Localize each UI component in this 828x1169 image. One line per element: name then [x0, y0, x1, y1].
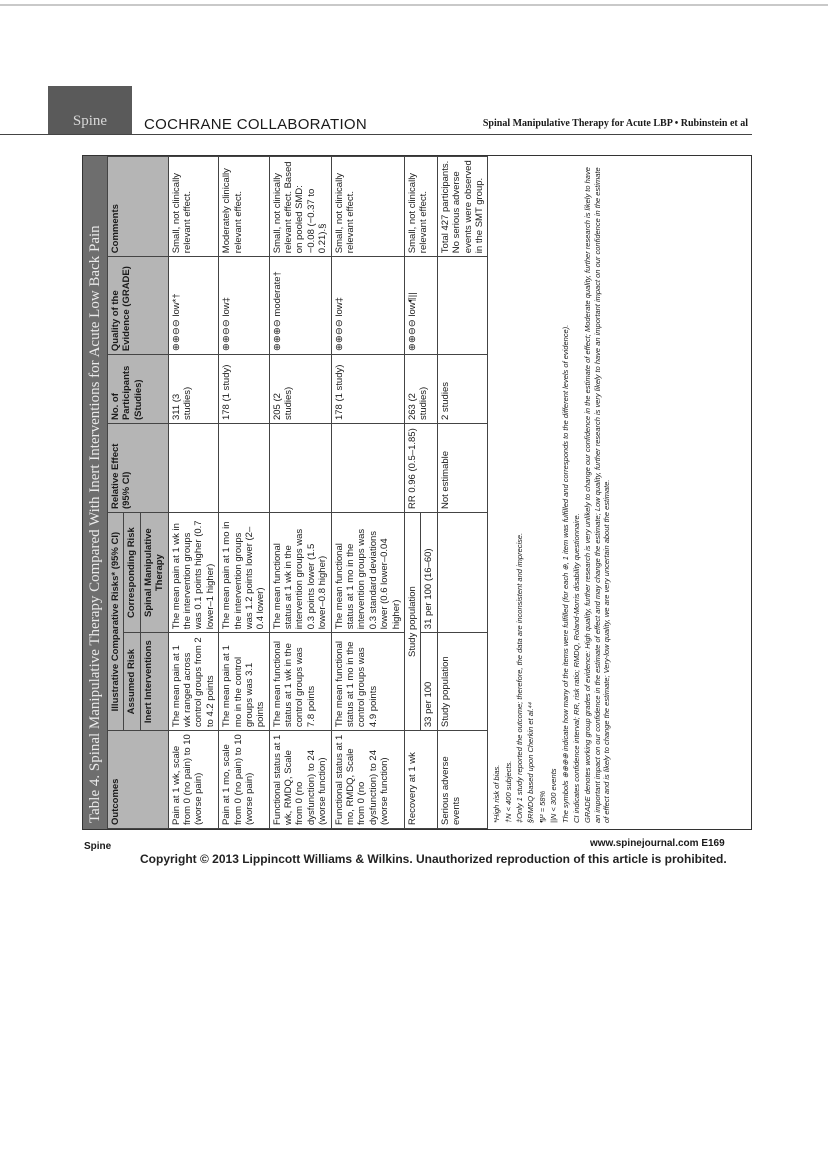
row-corresponding: [437, 513, 488, 633]
footnote: †N < 400 subjects.: [503, 760, 513, 823]
footnote: CI indicates confidence interval; RR, risk ratio; RMDQ, Roland-Morris disability questionnaire.: [571, 513, 581, 823]
footer-journal: Spine: [84, 841, 112, 852]
row-participants: 311 (3 studies): [168, 355, 219, 424]
row-participants: 178 (1 study): [331, 355, 404, 424]
row-participants: 178 (1 study): [219, 355, 270, 424]
table-row: [219, 157, 270, 829]
row-assumed: The mean pain at 1 wk ranged across control groups from 2 to 4.2 points: [168, 633, 219, 731]
row-quality: ⊕⊕⊖⊖ low‡: [331, 257, 404, 355]
row-assumed: The mean pain at 1 mo in the control groups was 3.1 points: [219, 633, 270, 731]
row-corresponding: 31 per 100 (16–60): [421, 513, 437, 633]
col-quality: Quality of the Evidence (GRADE): [108, 257, 169, 355]
table-row-adverse: [437, 157, 488, 829]
row-comments: Small, not clinically relevant effect.: [404, 157, 437, 257]
col-participants: No. of Participants (Studies): [108, 355, 169, 424]
footnote: ¶I² = 58%: [537, 790, 547, 823]
row-outcome: Functional status at 1 wk, RMDQ, Scale from 0 (no dysfunction) to 24 (worse function): [269, 731, 331, 829]
row-outcome: Recovery at 1 wk: [404, 731, 437, 829]
row-outcome: Serious adverse events: [437, 731, 488, 829]
row-comments: Small, not clinically relevant effect. Based on pooled SMD: −0.08 (−0.37 to 0.21).§: [269, 157, 331, 257]
table-title: Table 4. Spinal Manipulative Therapy Compared With Inert Interventions for Acute Low Back Pain: [83, 156, 107, 829]
row-corresponding: The mean functional status at 1 wk in the intervention groups was 0.3 points lower (1.5 lower–0.8 higher): [269, 513, 331, 633]
row-comments: Moderately clinically relevant effect.: [219, 157, 270, 257]
row-quality: ⊕⊕⊕⊖ moderate†: [269, 257, 331, 355]
row-quality: ⊕⊕⊖⊖ low*†: [168, 257, 219, 355]
row-comments: Total 427 participants. No serious adverse events were observed in the SMT group.: [437, 157, 488, 257]
row-assumed: Study population: [437, 633, 488, 731]
row-relative: [269, 424, 331, 513]
summary-of-findings-table: [107, 156, 488, 829]
footnote: §RMDQ based upon Cherkin et al.⁴⁴: [526, 701, 536, 823]
footnote: The symbols ⊕⊕⊕⊕ indicate how many of the items were fulfilled (for each ⊕, 1 item was fulfilled and corresponds to the different levels of evidence).: [560, 324, 570, 823]
row-assumed: 33 per 100: [421, 633, 437, 731]
footnote: ||N < 300 events: [549, 768, 559, 823]
col-group-risks: Illustrative Comparative Risks* (95% CI): [108, 513, 124, 731]
row-quality: ⊕⊕⊖⊖ low¶||: [404, 257, 437, 355]
footnote: *High risk of bias.: [492, 764, 502, 823]
table-row-recovery: [404, 157, 420, 829]
row-relative: [168, 424, 219, 513]
row-corresponding: The mean pain at 1 wk in the intervention groups was 0.1 points higher (0.7 lower–1 higher): [168, 513, 219, 633]
row-outcome: Pain at 1 wk, scale from 0 (no pain) to 10 (worse pain): [168, 731, 219, 829]
col-relative-effect: Relative Effect (95% CI): [108, 424, 169, 513]
col-smt: Spinal Manipulative Therapy: [140, 513, 168, 633]
row-assumed: The mean functional status at 1 mo in the control groups was 4.9 points: [331, 633, 404, 731]
row-relative: [331, 424, 404, 513]
row-corresponding: The mean functional status at 1 mo in the intervention groups was 0.3 standard deviations lower (0.6 lower–0.04 higher): [331, 513, 404, 633]
row-relative: [219, 424, 270, 513]
scan-top-line: [0, 4, 828, 6]
row-quality: ⊕⊕⊖⊖ low‡: [219, 257, 270, 355]
row-relative: Not estimable: [437, 424, 488, 513]
row-outcome: Pain at 1 mo, scale from 0 (no pain) to 10 (worse pain): [219, 731, 270, 829]
footer-url-page: www.spinejournal.com E169: [590, 838, 725, 849]
col-assumed-risk: Assumed Risk: [124, 633, 140, 731]
col-comments: Comments: [108, 157, 169, 257]
row-assumed: The mean functional status at 1 wk in the control groups was 7.8 points: [269, 633, 331, 731]
page-header: [48, 86, 748, 134]
col-outcomes: Outcomes: [108, 731, 169, 829]
running-head: Spinal Manipulative Therapy for Acute LBP • Rubinstein et al: [482, 118, 748, 129]
footnote: GRADE denotes working group grades of evidence: High quality, further research is very unlikely to change our confidence in the estimate of effect; Moderate quality, further research is likely to have an important impact on our confidence in the estimate of effect and may change the estimate; Low quality, further research is very likely to have an important impact on our confidence in the estimate of effect and is likely to change the estimate; Very-low quality, we are very uncertain about the estimate.: [583, 167, 612, 823]
organization-name: COCHRANE COLLABORATION: [144, 116, 368, 133]
table-row: [269, 157, 331, 829]
table-footnotes: [488, 156, 617, 829]
col-corresponding-risk: Corresponding Risk: [124, 513, 140, 633]
table-row: [168, 157, 219, 829]
row-quality: [437, 257, 488, 355]
evidence-table: [82, 155, 752, 830]
row-study-population: Study population: [404, 513, 420, 731]
row-corresponding: The mean pain at 1 mo in the intervention groups was 1.2 points lower (2–0.4 lower): [219, 513, 270, 633]
row-participants: 263 (2 studies): [404, 355, 437, 424]
rotated-table-area: [82, 155, 752, 830]
row-comments: Small, not clinically relevant effect.: [168, 157, 219, 257]
row-participants: 2 studies: [437, 355, 488, 424]
table-row: [331, 157, 404, 829]
row-outcome: Functional status at 1 mo, RMDQ, Scale from 0 (no dysfunction) to 24 (worse function): [331, 731, 404, 829]
copyright-notice: Copyright © 2013 Lippincott Williams & Wilkins. Unauthorized reproduction of this article is prohibited.: [140, 852, 727, 866]
row-relative: RR 0.96 (0.5–1.85): [404, 424, 437, 513]
journal-logo: Spine: [48, 86, 132, 134]
footnote: ‡Only 1 study reported the outcome; therefore, the data are inconsistent and imprecise.: [515, 532, 525, 823]
col-inert: Inert Interventions: [140, 633, 168, 731]
row-participants: 205 (2 studies): [269, 355, 331, 424]
row-comments: Small, not clinically relevant effect.: [331, 157, 404, 257]
header-rule: [0, 134, 752, 135]
